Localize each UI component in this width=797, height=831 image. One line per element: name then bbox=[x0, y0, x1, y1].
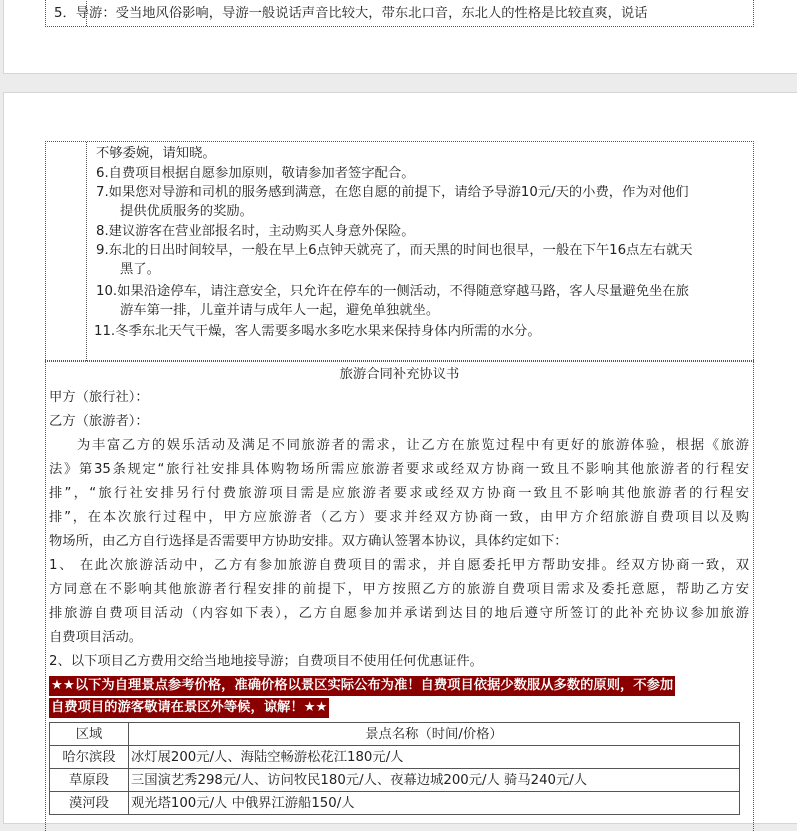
intro-line-4: 排”，在本次旅行过程中，甲方应旅游者（乙方）要求并经双方协商一致，由甲方介绍旅游自费项目以及购 bbox=[49, 510, 749, 525]
note-item-11: 11.冬季东北天气干燥，客人需要多喝水多吃水果来保持身体内所需的水分。 bbox=[94, 324, 541, 339]
note-item-8: 8.建议游客在营业部报名时，主动购买人身意外保险。 bbox=[96, 224, 415, 239]
note-item-5: 5．导游：受当地风俗影响，导游一般说话声音比较大，带东北口音，东北人的性格是比较直爽，说话 bbox=[54, 6, 648, 21]
header-attractions: 景点名称（时间/价格） bbox=[129, 723, 740, 746]
area-cell: 草原段 bbox=[50, 769, 129, 792]
area-cell: 哈尔滨段 bbox=[50, 746, 129, 769]
area-cell: 漠河段 bbox=[50, 792, 129, 815]
note-item-9-line-2: 黑了。 bbox=[120, 262, 160, 277]
warning-banner-line-1: ★★以下为自理景点参考价格，准确价格以景区实际公布为准！自费项目依据少数服从多数的原则，不参加 bbox=[49, 676, 675, 696]
notes-table bbox=[45, 141, 754, 362]
header-area: 区域 bbox=[50, 723, 129, 746]
attractions-cell: 观光塔100元/人 中俄界江游船150/人 bbox=[129, 792, 740, 815]
party-b-label: 乙方（旅游者）： bbox=[49, 414, 149, 429]
attractions-cell: 三国演艺秀298元/人、访问牧民180元/人、夜幕边城200元/人 骑马240元/人 bbox=[129, 769, 740, 792]
note-item-9-line-1: 9.东北的日出时间较早，一般在早上6点钟天就亮了，而天黑的时间也很早，一般在下午16点左右就天 bbox=[96, 243, 693, 258]
agreement-section bbox=[45, 360, 754, 831]
note-item-9 bbox=[96, 241, 750, 279]
table-header-row bbox=[50, 723, 740, 746]
note-item-7 bbox=[96, 183, 750, 221]
clause-1-line-1: 1、 在此次旅游活动中，乙方有参加旅游自费项目的需求，并自愿委托甲方帮助安排。经双方协商一致，双 bbox=[49, 558, 749, 573]
agreement-title: 旅游合同补充协议书 bbox=[339, 367, 460, 382]
intro-line-2: 法》第35条规定“旅行社安排具体购物场所需应旅游者要求或经双方协商一致且不影响其他旅游者的行程安 bbox=[49, 462, 749, 477]
party-a-label: 甲方（旅行社）： bbox=[49, 390, 149, 405]
note-item-7-line-1: 7.如果您对导游和司机的服务感到满意，在您自愿的前提下，请给予导游10元/天的小费，作为对他们 bbox=[96, 185, 689, 200]
note-item-10-line-2: 游车第一排，儿童并请与成年人一起，避免单独就坐。 bbox=[120, 303, 440, 318]
note-item-10 bbox=[96, 282, 750, 320]
note-item-10-line-1: 10.如果沿途停车，请注意安全，只允许在停车的一侧活动，不得随意穿越马路，客人尽量避免坐在旅 bbox=[96, 284, 689, 299]
document-page-1 bbox=[3, 0, 797, 74]
intro-line-1: 为丰富乙方的娱乐活动及满足不同旅游者的需求，让乙方在旅览过程中有更好的旅游体验，根据《旅游 bbox=[77, 438, 749, 453]
clause-1-line-3: 排旅游自费项目活动（内容如下表），乙方自愿参加并承诺到达目的地后遵守所签订的此补充协议参加旅游 bbox=[49, 606, 749, 621]
table-row bbox=[50, 769, 740, 792]
note-item-5-continued: 不够委婉，请知晓。 bbox=[96, 146, 216, 161]
intro-line-3: 排”，“旅行社安排另行付费旅游项目需是应旅游者要求或经双方协商一致且不影响其他旅游者的行程安 bbox=[49, 486, 749, 501]
table-row bbox=[50, 792, 740, 815]
clause-2: 2、以下项目乙方费用交给当地地接导游；自费项目不使用任何优惠证件。 bbox=[49, 654, 483, 669]
warning-banner-line-2: 自费项目的游客敬请在景区外等候，谅解！★★ bbox=[49, 698, 329, 718]
column-divider bbox=[86, 142, 87, 361]
clause-1-line-4: 自费项目活动。 bbox=[49, 630, 143, 645]
table-row bbox=[50, 746, 740, 769]
clause-1-line-2: 方同意在不影响其他旅游者行程安排的前提下，甲方按照乙方的旅游自费项目需求及委托意愿，帮助乙方安 bbox=[49, 582, 749, 597]
intro-line-5: 物场所，由乙方自行选择是否需要甲方协助安排。双方确认签署本协议，具体约定如下： bbox=[49, 534, 568, 549]
document-page-2 bbox=[3, 92, 797, 824]
note-item-6: 6.自费项目根据自愿参加原则，敬请参加者签字配合。 bbox=[96, 166, 415, 181]
attractions-cell: 冰灯展200元/人、海陆空畅游松花江180元/人 bbox=[129, 746, 740, 769]
price-table bbox=[49, 722, 740, 815]
note-item-7-line-2: 提供优质服务的奖励。 bbox=[120, 204, 253, 219]
